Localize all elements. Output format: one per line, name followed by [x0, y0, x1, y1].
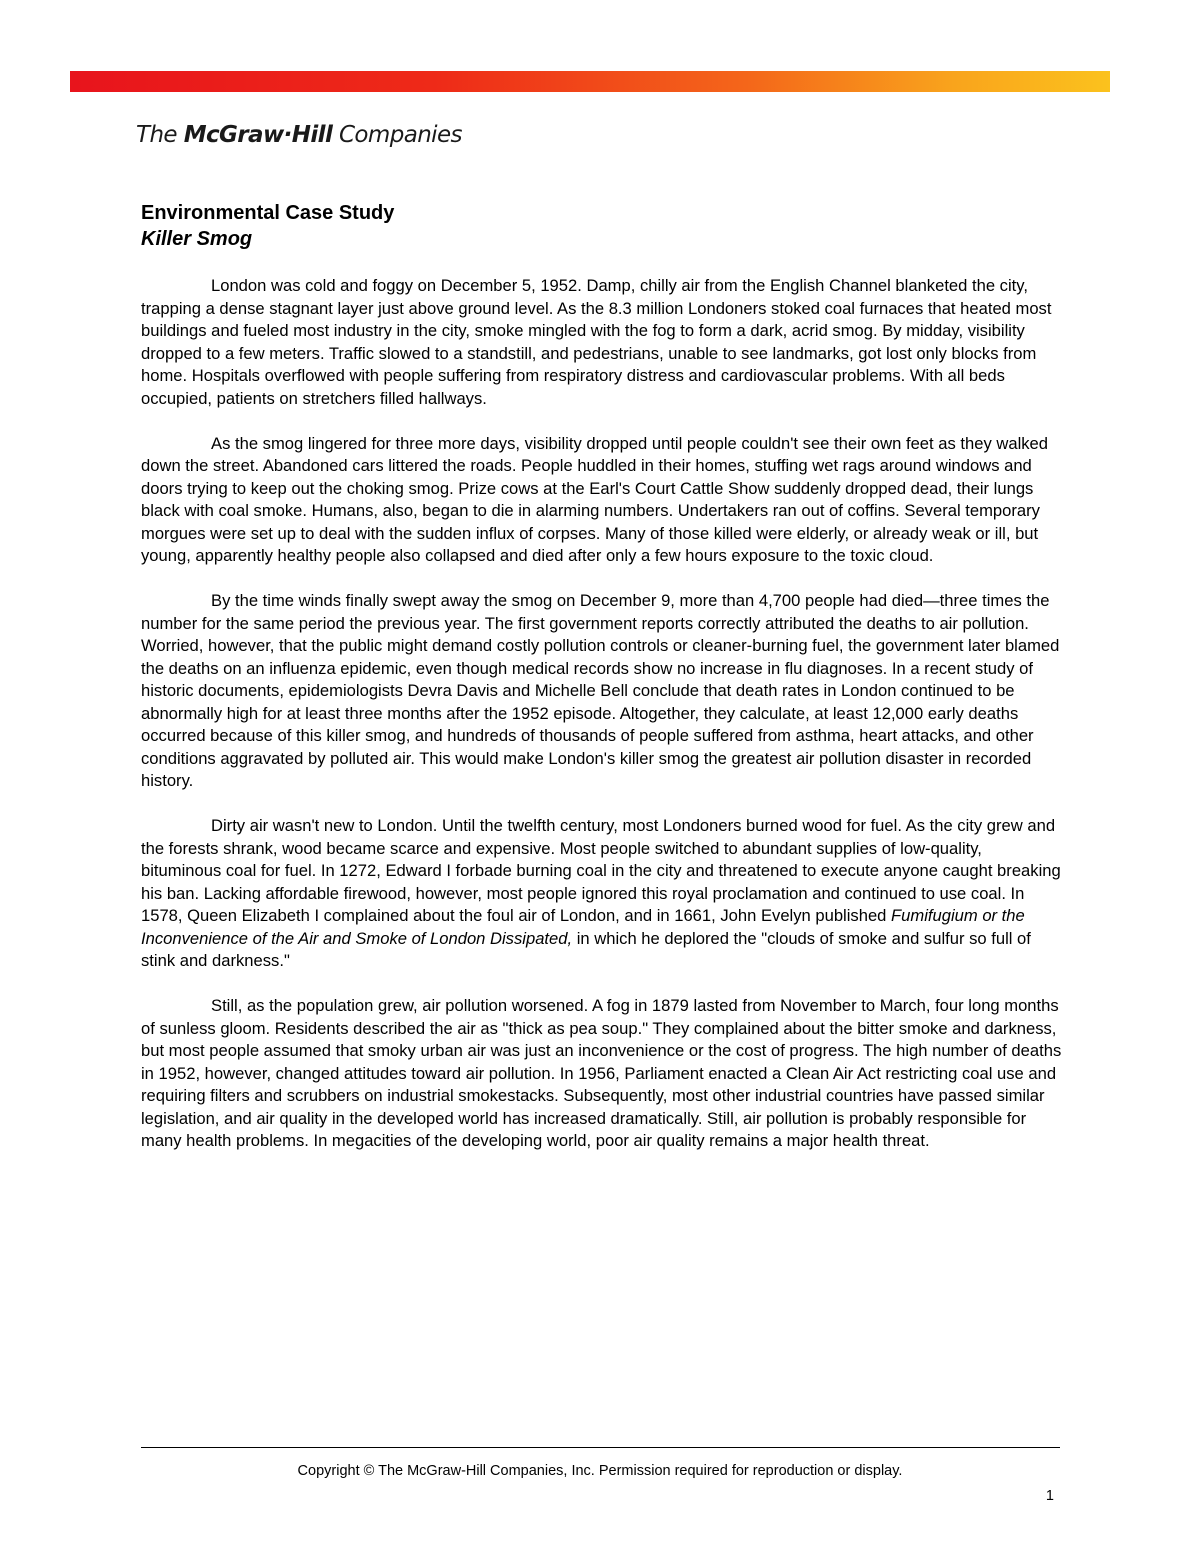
- paragraph-5: Still, as the population grew, air pollution worsened. A fog in 1879 lasted from November to March, four long months of sunless gloom. Residents described the air as "thick as pea soup." They complained about the bitter smoke and darkness, but most people assumed that smoky urban air was just an inconvenience or the cost of progress. The high number of deaths in 1952, however, changed attitudes toward air pollution. In 1956, Parliament enacted a Clean Air Act restricting coal use and requiring filters and scrubbers on industrial smokestacks. Subsequently, most other industrial countries have passed similar legislation, and air quality in the developed world has increased dramatically. Still, air pollution is probably responsible for many health problems. In megacities of the developing world, poor air quality remains a major health threat.: [141, 996, 1062, 1150]
- mcgraw-hill-logo: [136, 122, 462, 148]
- book-title-fumifugium: Fumifugium or the Inconvenience of the Air and Smoke of London Dissipated,: [141, 906, 1025, 948]
- paragraph-3: By the time winds finally swept away the smog on December 9, more than 4,700 people had died—three times the number for the same period the previous year. The first government reports correctly attributed the deaths to air pollution. Worried, however, that the public might demand costly pollution controls or cleaner-burning fuel, the government later blamed the deaths on an influenza epidemic, even though medical records show no increase in flu diagnoses. In a recent study of historic documents, epidemiologists Devra Davis and Michelle Bell conclude that death rates in London continued to be abnormally high for at least three months after the 1952 episode. Altogether, they calculate, at least 12,000 early deaths occurred because of this killer smog, and hundreds of thousands of people suffered from asthma, heart attacks, and other conditions aggravated by polluted air. This would make London's killer smog the greatest air pollution disaster in recorded history.: [141, 591, 1060, 790]
- paragraph-2: As the smog lingered for three more days, visibility dropped until people couldn't see their own feet as they walked down the street. Abandoned cars littered the roads. People huddled in their homes, stuffing wet rags around windows and doors trying to keep out the choking smog. Prize cows at the Earl's Court Cattle Show suddenly dropped dead, their lungs black with coal smoke. Humans, also, began to die in alarming numbers. Undertakers ran out of coffins. Several temporary morgues were set up to deal with the sudden influx of corpses. Many of those killed were elderly, or already weak or ill, but young, apparently healthy people also collapsed and died after only a few hours exposure to the toxic cloud.: [141, 433, 1049, 565]
- footer-divider: [141, 1447, 1060, 1448]
- brand-color-bar: [70, 71, 1110, 92]
- document-title: Environmental Case Study: [141, 202, 395, 224]
- paragraph-4-text-after: in which he deplored the "clouds of smoke and sulfur so full of stink and darkness.": [141, 928, 1031, 970]
- paragraph-4-text-before: Dirty air wasn't new to London. Until the twelfth century, most Londoners burned wood for fuel. As the city grew and the forests shrank, wood became scarce and expensive. Most people switched to abundant supplies of low-quality, bituminous coal for fuel. In 1272, Edward I forbade burning coal in the city and threatened to execute anyone caught breaking his ban. Lacking affordable firewood, however, most people ignored this royal proclamation and continued to use coal. In 1578, Queen Elizabeth I complained about the foul air of London, and in 1661, John Evelyn published: [141, 816, 1061, 925]
- logo-name: McGraw·Hill: [183, 122, 333, 148]
- logo-suffix: Companies: [332, 122, 462, 148]
- paragraph-4: [141, 815, 1066, 973]
- copyright-notice: Copyright © The McGraw-Hill Companies, Inc. Permission required for reproduction or display.: [297, 1463, 903, 1479]
- page-number: 1: [1045, 1488, 1054, 1504]
- document-subtitle: Killer Smog: [141, 228, 253, 250]
- paragraph-1: London was cold and foggy on December 5, 1952. Damp, chilly air from the English Channel blanketed the city, trapping a dense stagnant layer just above ground level. As the 8.3 million Londoners stoked coal furnaces that heated most buildings and fueled most industry in the city, smoke mingled with the fog to form a dark, acrid smog. By midday, visibility dropped to a few meters. Traffic slowed to a standstill, and pedestrians, unable to see landmarks, got lost only blocks from home. Hospitals overflowed with people suffering from respiratory distress and cardiovascular problems. With all beds occupied, patients on stretchers filled hallways.: [141, 276, 1052, 408]
- logo-prefix: The: [136, 122, 184, 148]
- document-body: [141, 200, 1066, 1175]
